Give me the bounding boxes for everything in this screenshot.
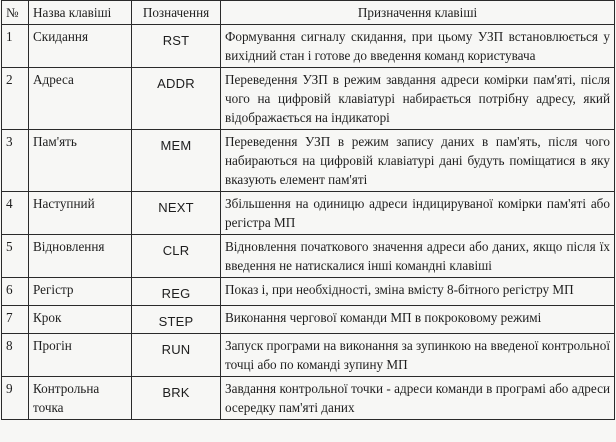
row-name-text: Скидання xyxy=(33,29,89,44)
row-name xyxy=(29,235,132,278)
row-num xyxy=(2,278,29,306)
header-purpose: Призначення клавіші xyxy=(221,1,615,25)
row-num-text: 3 xyxy=(6,134,13,149)
row-num-text: 1 xyxy=(6,29,13,44)
row-name xyxy=(29,68,132,130)
row-name xyxy=(29,192,132,235)
row-code-text: BRK xyxy=(162,385,190,400)
table-row xyxy=(2,192,615,235)
row-num-text: 9 xyxy=(6,381,13,396)
row-code xyxy=(132,334,221,377)
row-purpose: Переведення УЗП в режим запису даних в пам'ять, після чого набираються на цифровій клавіатурі дані будуть поміщатися в яку вказують елемент пам'яті xyxy=(221,130,615,192)
row-purpose: Виконання чергової команди МП в покроковому режимі xyxy=(221,306,615,334)
row-purpose: Запуск програми на виконання за зупинкою на введеної контрольної точці або по команді зупину МП xyxy=(221,334,615,377)
row-name xyxy=(29,130,132,192)
row-name-text: Крок xyxy=(33,310,62,325)
row-name-text: Наступний xyxy=(33,196,95,211)
row-purpose: Формування сигналу скидання, при цьому УЗП встановлюється у вихідний стан і готове до введення команд користувача xyxy=(221,25,615,68)
row-code xyxy=(132,25,221,68)
row-code xyxy=(132,235,221,278)
row-num xyxy=(2,306,29,334)
row-num-text: 4 xyxy=(6,196,13,211)
row-num-text: 2 xyxy=(6,72,13,87)
row-code xyxy=(132,278,221,306)
row-name xyxy=(29,25,132,68)
row-code xyxy=(132,192,221,235)
row-name xyxy=(29,334,132,377)
row-code xyxy=(132,377,221,420)
row-purpose: Збільшення на одиницю адреси індицируваної комірки пам'яті або регістра МП xyxy=(221,192,615,235)
keys-table xyxy=(1,0,615,420)
row-code-text: REG xyxy=(161,286,191,301)
row-name-text: Адреса xyxy=(33,72,74,87)
header-num: № xyxy=(2,1,29,25)
row-name-text: Прогін xyxy=(33,338,72,353)
row-code-text: ADDR xyxy=(157,76,195,91)
row-num-text: 7 xyxy=(6,310,13,325)
row-num-text: 5 xyxy=(6,239,13,254)
row-num xyxy=(2,25,29,68)
table-row xyxy=(2,25,615,68)
row-purpose: Показ і, при необхідності, зміна вмісту 8-бітного регістру МП xyxy=(221,278,615,306)
row-name xyxy=(29,306,132,334)
table-row xyxy=(2,278,615,306)
row-name-text: Відновлення xyxy=(33,239,105,254)
row-num-text: 8 xyxy=(6,338,13,353)
header-code: Позначення xyxy=(132,1,221,25)
table-row xyxy=(2,334,615,377)
header-name: Назва клавіші xyxy=(29,1,132,25)
table-row xyxy=(2,235,615,278)
table-row xyxy=(2,377,615,420)
row-name xyxy=(29,377,132,420)
row-purpose: Переведення УЗП в режим завдання адреси комірки пам'яті, після чого на цифровій клавіатурі набирається потрібну адресу, який відображається на індикаторі xyxy=(221,68,615,130)
row-purpose: Відновлення початкового значення адреси або даних, якщо після їх введення не натискалися інші командні клавіші xyxy=(221,235,615,278)
row-code-text: MEM xyxy=(160,138,192,153)
row-name xyxy=(29,278,132,306)
row-num xyxy=(2,377,29,420)
table-header-row xyxy=(2,1,615,25)
row-code-text: RUN xyxy=(161,342,191,357)
row-code-text: STEP xyxy=(158,314,194,329)
row-code xyxy=(132,68,221,130)
row-num-text: 6 xyxy=(6,282,13,297)
table-row xyxy=(2,306,615,334)
row-num xyxy=(2,192,29,235)
row-num xyxy=(2,68,29,130)
row-num xyxy=(2,334,29,377)
row-code xyxy=(132,130,221,192)
table-row xyxy=(2,68,615,130)
row-num xyxy=(2,130,29,192)
row-purpose: Завдання контрольної точки - адреси команди в програмі або адреси осередку пам'яті даних xyxy=(221,377,615,420)
table-row xyxy=(2,130,615,192)
row-name-text: Пам'ять xyxy=(33,134,77,149)
row-code-text: CLR xyxy=(162,243,190,258)
row-code xyxy=(132,306,221,334)
row-code-text: RST xyxy=(162,33,190,48)
row-name-text: Регістр xyxy=(33,282,74,297)
row-code-text: NEXT xyxy=(158,200,194,215)
row-num xyxy=(2,235,29,278)
row-name-text: Контрольна точка xyxy=(33,381,100,415)
